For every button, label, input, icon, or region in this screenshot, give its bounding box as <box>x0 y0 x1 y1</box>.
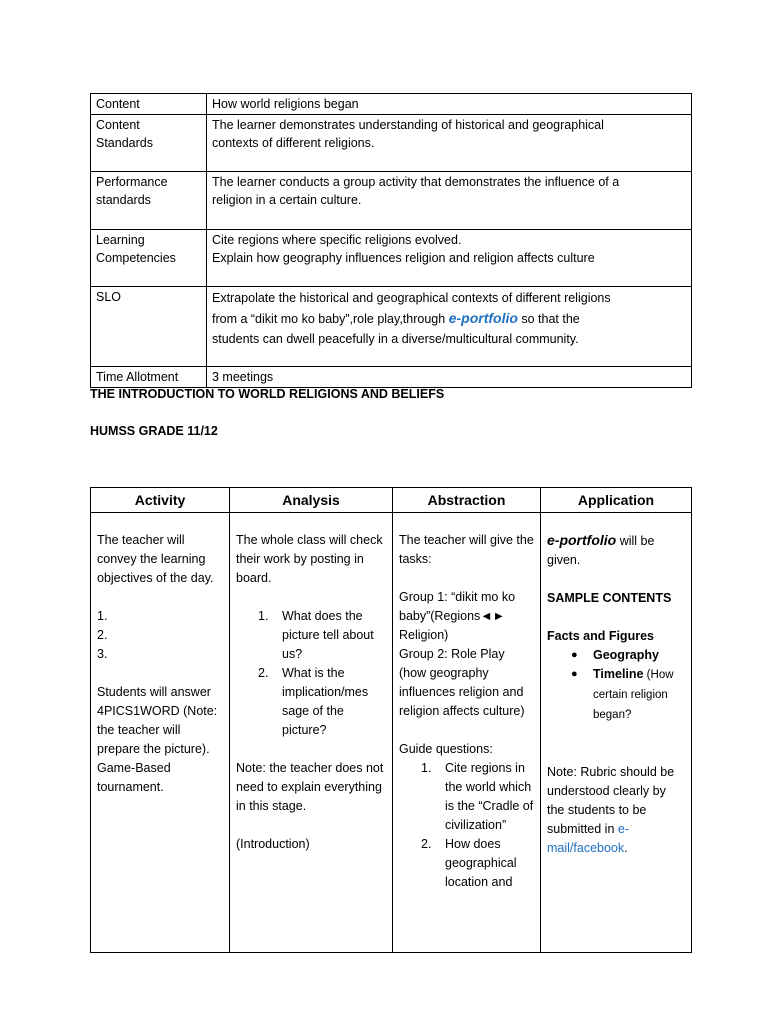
eportfolio-highlight: e-portfolio <box>448 310 518 326</box>
row-value: Cite regions where specific religions evolved. Explain how geography influences religion and religion affects culture <box>207 230 692 287</box>
activity-cell <box>91 513 230 953</box>
abstraction-cell <box>393 513 541 953</box>
bullet-icon: ● <box>571 649 578 661</box>
analysis-tag: (Introduction) <box>236 837 310 851</box>
table-row <box>91 287 692 367</box>
label-line: standards <box>96 193 151 207</box>
abstraction-intro: The teacher will give the tasks: <box>399 533 534 566</box>
list-item: ● Geography <box>547 646 685 665</box>
column-header-analysis: Analysis <box>230 488 393 513</box>
document-title: THE INTRODUCTION TO WORLD RELIGIONS AND BELIEFS <box>90 387 445 401</box>
list-item: 2. How does geographical location and <box>421 837 517 889</box>
table-row <box>91 172 692 230</box>
content-row <box>91 513 692 953</box>
header-row <box>91 488 692 513</box>
group-1-task: Group 1: “dikit mo ko baby”(Regions◄► Religion) <box>399 590 516 642</box>
list-item: 1. <box>97 609 108 623</box>
row-value: Extrapolate the historical and geographical contexts of different religions from a “dikit mo ko baby”,role play,through e-portfolio so that the students can dwell peacefully in a diverse/multicultural community. <box>207 287 692 367</box>
list-item: 1. Cite regions in the world which is the “Cradle of civilization” <box>421 761 534 832</box>
column-header-application: Application <box>541 488 692 513</box>
row-label <box>91 172 207 230</box>
list-item: 2. What is the implication/mes sage of the picture? <box>258 666 369 737</box>
table-row <box>91 94 692 115</box>
analysis-cell <box>230 513 393 953</box>
table-row <box>91 367 692 388</box>
row-value: The learner demonstrates understanding of historical and geographical contexts of different religions. <box>207 115 692 172</box>
label-line: Standards <box>96 136 153 150</box>
column-header-abstraction: Abstraction <box>393 488 541 513</box>
lesson-overview-table <box>90 93 692 388</box>
email-facebook-link[interactable]: e-mail/facebook <box>547 822 629 855</box>
table-row <box>91 230 692 287</box>
bullet-icon: ● <box>571 668 578 680</box>
analysis-note: Note: the teacher does not need to explain everything in this stage. <box>236 761 384 813</box>
group-2-task: Group 2: Role Play (how geography influences religion and religion affects culture) <box>399 647 525 718</box>
eportfolio-label: e-portfolio <box>547 532 617 548</box>
facts-heading: Facts and Figures <box>547 629 654 643</box>
row-label: SLO <box>91 287 207 367</box>
slo-line-2: from a “dikit mo ko baby”,role play,through e-portfolio so that the <box>212 310 580 326</box>
label-line: Performance <box>96 175 168 189</box>
label-line: Content <box>96 118 140 132</box>
row-value: The learner conducts a group activity that demonstrates the influence of a religion in a certain culture. <box>207 172 692 230</box>
list-item: 2. <box>97 628 108 642</box>
label-line: Learning <box>96 233 145 247</box>
label-line: Competencies <box>96 251 176 265</box>
analysis-intro: The whole class will check their work by posting in board. <box>236 533 383 585</box>
row-value: 3 meetings <box>207 367 692 388</box>
list-item: 1. What does the picture tell about us? <box>258 609 374 661</box>
row-label <box>91 115 207 172</box>
list-item: ● Timeline (How certain religion began? <box>571 667 674 721</box>
row-label <box>91 230 207 287</box>
facts-list <box>547 646 685 725</box>
analysis-questions <box>236 607 386 740</box>
activity-intro: The teacher will convey the learning objectives of the day. <box>97 533 214 585</box>
guide-questions-label: Guide questions: <box>399 742 493 756</box>
table-row <box>91 115 692 172</box>
rubric-note: Note: Rubric should be understood clearly by the students to be submitted in e-mail/facebook. <box>547 765 675 855</box>
row-value: How world religions began <box>207 94 692 115</box>
lesson-plan-table <box>90 487 692 953</box>
application-cell <box>541 513 692 953</box>
column-header-activity: Activity <box>91 488 230 513</box>
sample-contents-heading: SAMPLE CONTENTS <box>547 591 672 605</box>
row-label: Content <box>91 94 207 115</box>
guide-questions <box>399 759 534 892</box>
eportfolio-line: e-portfolio will be given. <box>547 532 655 567</box>
grade-subtitle: HUMSS GRADE 11/12 <box>90 424 218 438</box>
row-label: Time Allotment <box>91 367 207 388</box>
list-item: 3. <box>97 647 108 661</box>
activity-closing: Students will answer 4PICS1WORD (Note: the teacher will prepare the picture). Game-Based tournament. <box>97 685 218 794</box>
